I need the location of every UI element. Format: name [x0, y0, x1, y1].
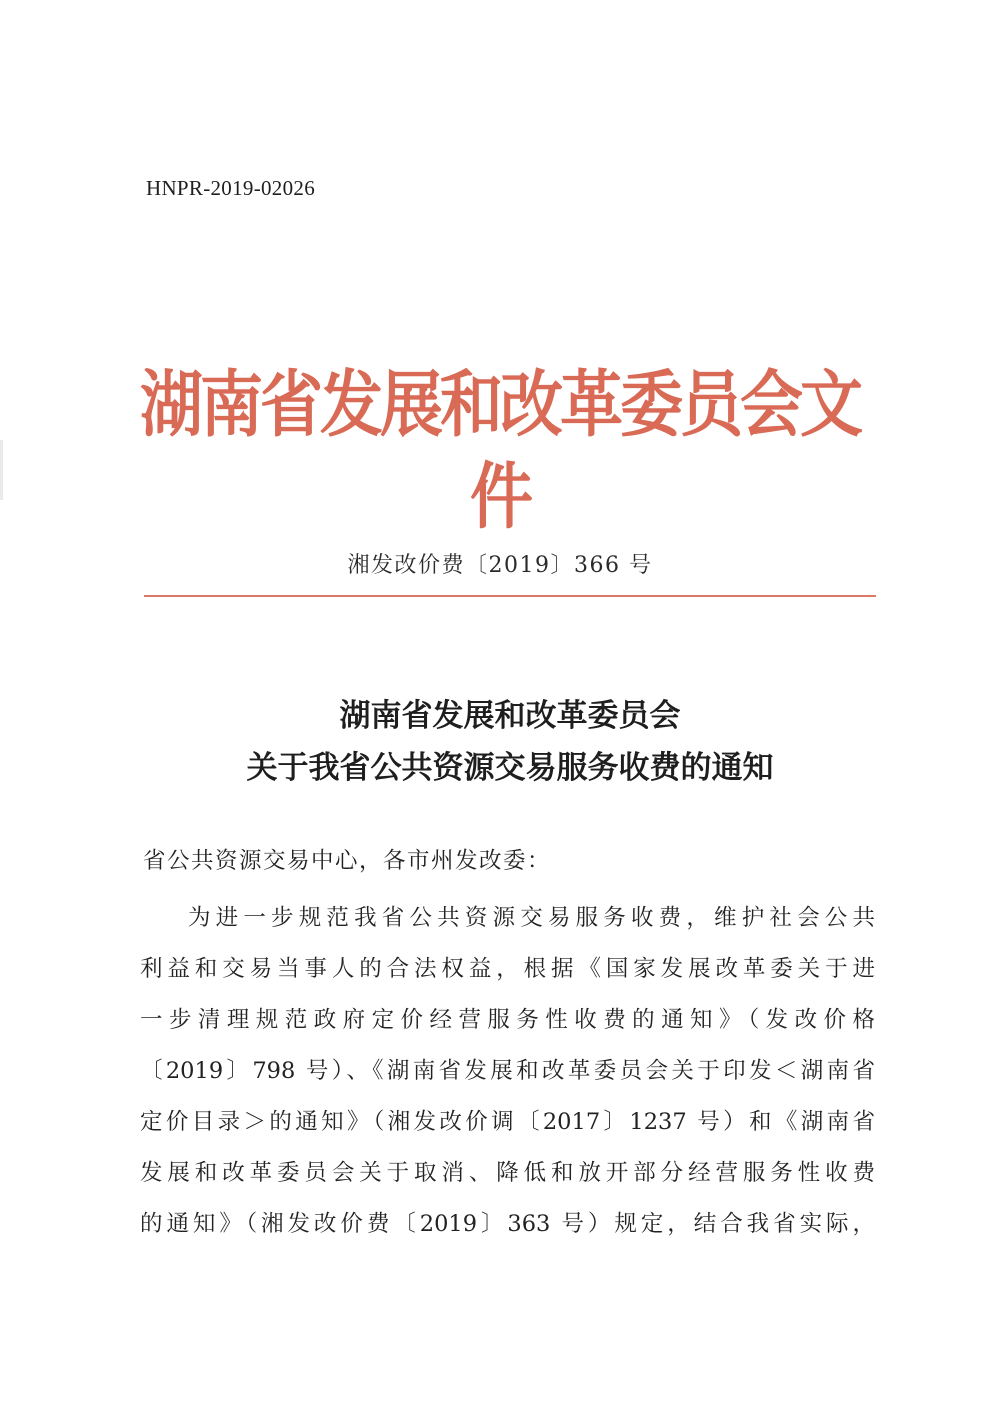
- body-line: 发展和改革委员会关于取消、降低和放开部分经营服务性收费: [140, 1160, 875, 1186]
- addressee-line: 省公共资源交易中心，各市州发改委：: [143, 848, 552, 874]
- document-code: HNPR-2019-02026: [146, 176, 316, 200]
- body-line: 〔2019〕798 号）、《湖南省发展和改革委员会关于印发＜湖南省: [140, 1058, 875, 1084]
- issuer-masthead: 湖南省发展和改革委员会文件: [140, 361, 860, 539]
- body-line: 为进一步规范我省公共资源交易服务收费，维护社会公共: [188, 905, 875, 931]
- body-line: 定价目录＞的通知》（湘发改价调〔2017〕1237 号）和《湖南省: [140, 1109, 875, 1135]
- red-divider-line: [144, 595, 876, 597]
- title-line-2: 关于我省公共资源交易服务收费的通知: [246, 750, 774, 786]
- title-line-1: 湖南省发展和改革委员会: [339, 698, 681, 734]
- scan-edge-mark: [0, 440, 3, 500]
- document-number: 湘发改价费〔2019〕366 号: [347, 553, 653, 578]
- notice-title: [140, 690, 880, 794]
- body-paragraph: [140, 898, 880, 1255]
- body-line: 一步清理规范政府定价经营服务性收费的通知》（发改价格: [140, 1007, 875, 1033]
- body-line: 的通知》（湘发改价费〔2019〕363 号）规定，结合我省实际，: [140, 1211, 875, 1237]
- body-line: 利益和交易当事人的合法权益，根据《国家发展改革委关于进: [140, 956, 875, 982]
